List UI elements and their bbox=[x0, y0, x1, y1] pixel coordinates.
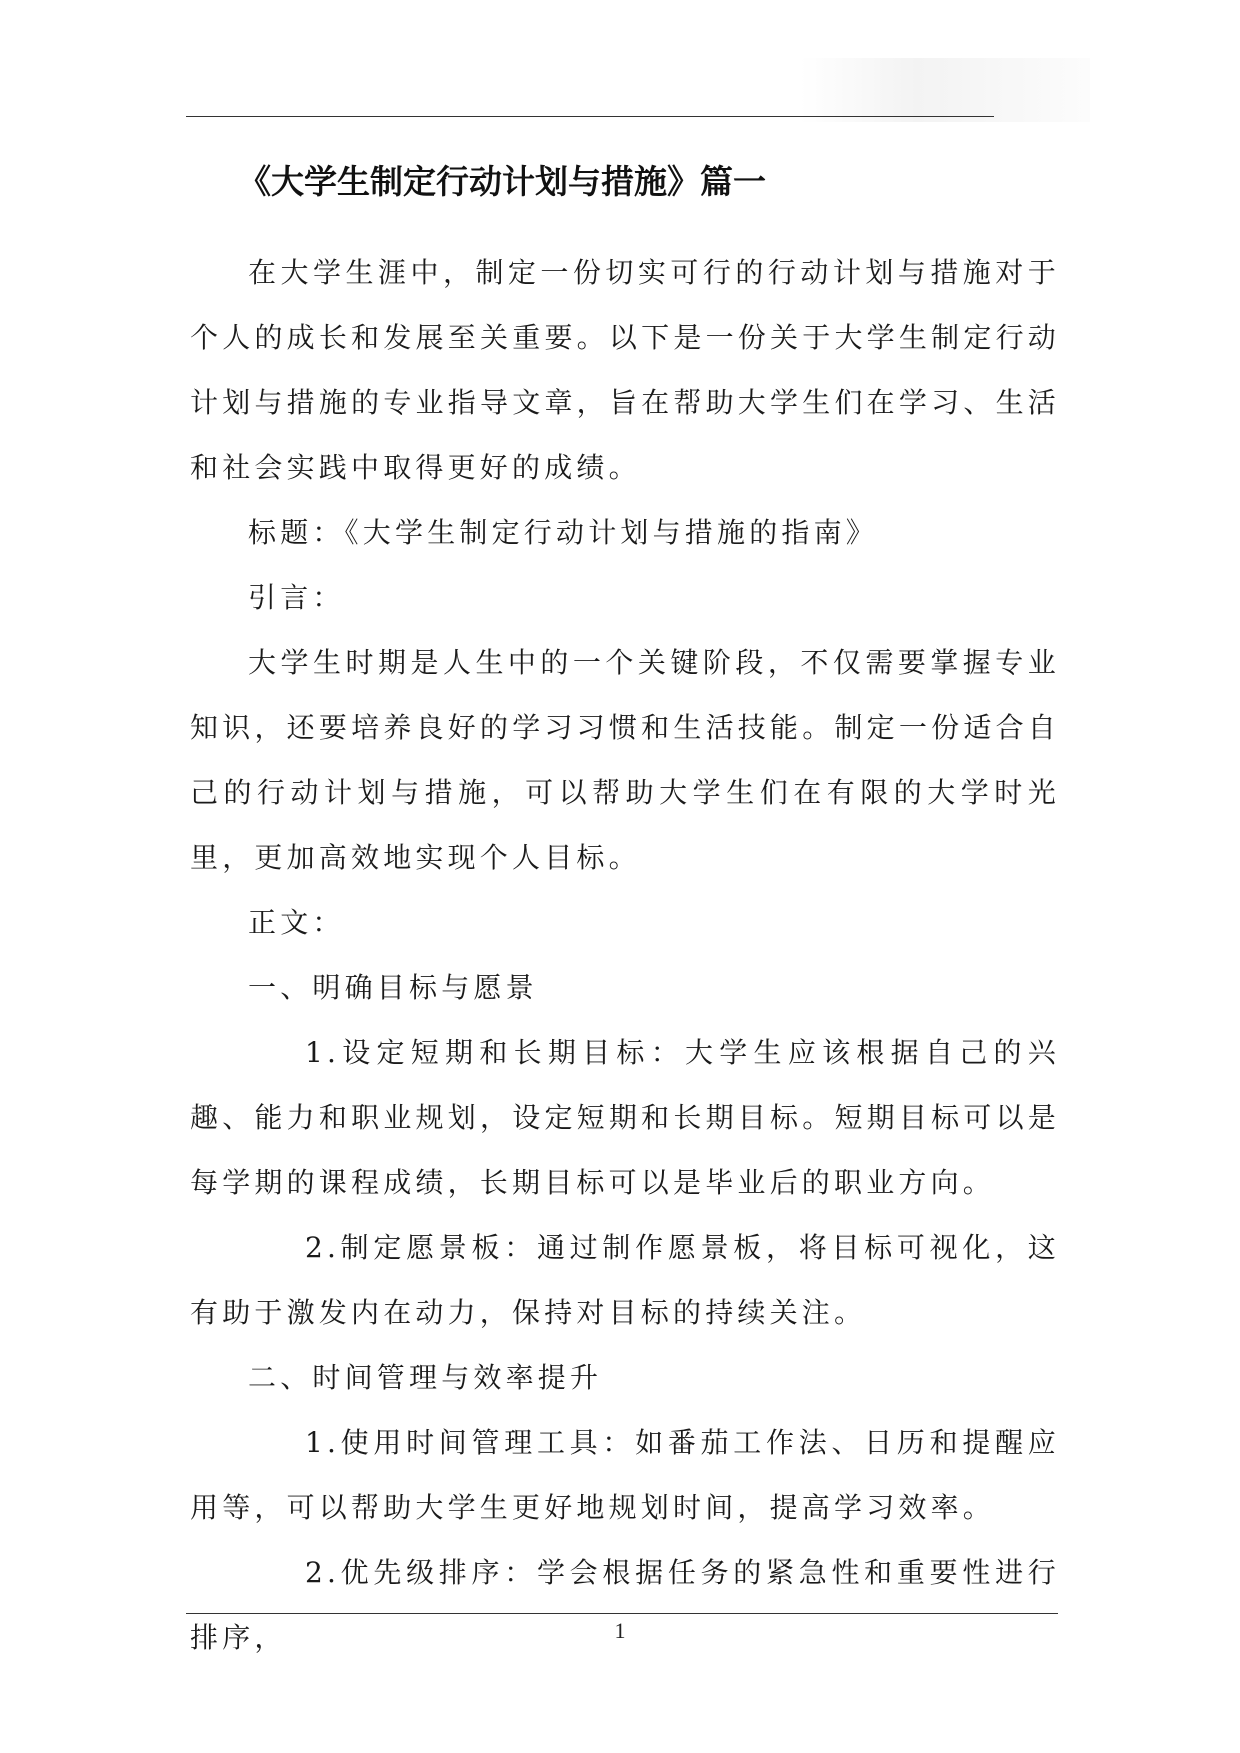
list-item-2-2: 2.优先级排序：学会根据任务的紧急性和重要性进行排序， bbox=[190, 1556, 1060, 1654]
paragraph-preface-label: 引言： bbox=[248, 581, 345, 614]
paragraph-preface: 大学生时期是人生中的一个关键阶段，不仅需要掌握专业知识，还要培养良好的学习习惯和生活技能。制定一份适合自己的行动计划与措施，可以帮助大学生们在有限的大学时光里，更加高效地实现个人目标。 bbox=[190, 646, 1060, 874]
list-item-1-2: 2.制定愿景板：通过制作愿景板，将目标可视化，这有助于激发内在动力，保持对目标的持续关注。 bbox=[190, 1231, 1060, 1329]
paragraph-heading-label: 标题：《大学生制定行动计划与措施的指南》 bbox=[248, 516, 879, 549]
list-item-2-1: 1.使用时间管理工具：如番茄工作法、日历和提醒应用等，可以帮助大学生更好地规划时间，提高学习效率。 bbox=[190, 1426, 1060, 1524]
paragraph-intro: 在大学生涯中，制定一份切实可行的行动计划与措施对于个人的成长和发展至关重要。以下是一份关于大学生制定行动计划与措施的专业指导文章，旨在帮助大学生们在学习、生活和社会实践中取得更好的成绩。 bbox=[190, 256, 1060, 484]
document-title: 《大学生制定行动计划与措施》篇一 bbox=[238, 162, 766, 201]
page-number: 1 bbox=[614, 1618, 626, 1643]
section-heading-1: 一、明确目标与愿景 bbox=[248, 971, 538, 1004]
header-scan-artifact bbox=[800, 58, 1090, 122]
list-item-1-1: 1.设定短期和长期目标：大学生应该根据自己的兴趣、能力和职业规划，设定短期和长期目标。短期目标可以是每学期的课程成绩，长期目标可以是毕业后的职业方向。 bbox=[190, 1036, 1060, 1199]
section-heading-2: 二、时间管理与效率提升 bbox=[248, 1361, 603, 1394]
document-body bbox=[190, 240, 1060, 1670]
footer-rule bbox=[186, 1613, 1058, 1614]
paragraph-body-label: 正文： bbox=[248, 906, 345, 939]
header-rule bbox=[186, 116, 994, 117]
